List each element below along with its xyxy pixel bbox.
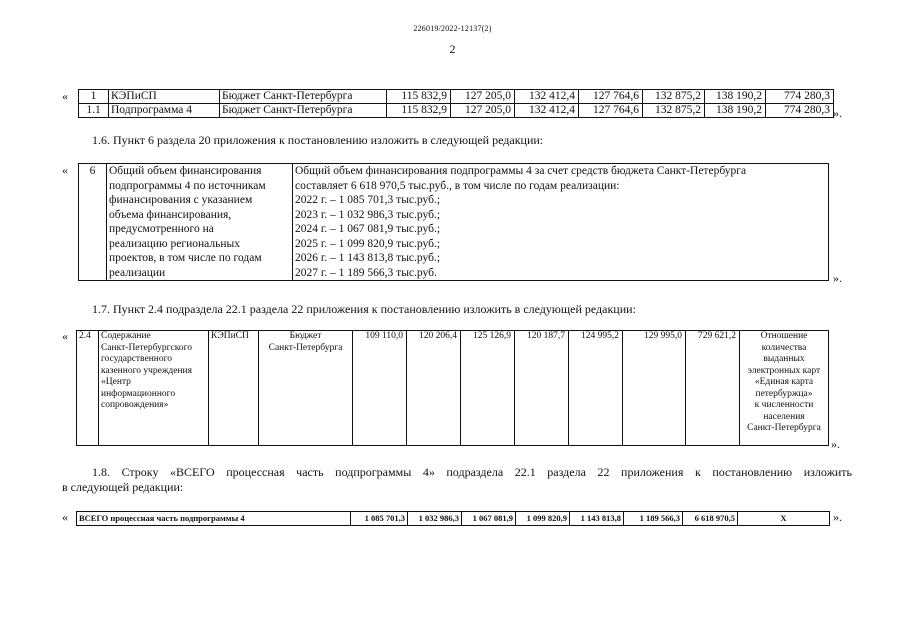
value-cell: 138 190,2 [705, 90, 766, 104]
paragraph-1-7: 1.7. Пункт 2.4 подраздела 22.1 раздела 22 приложения к постановлению изложить в следующей редакции: [92, 302, 636, 316]
table-row [79, 104, 834, 118]
quote-close-4: ». [833, 510, 842, 524]
value-cell: 120 187,7 [515, 331, 569, 446]
row-source: Бюджет Санкт-Петербурга [259, 331, 353, 446]
value-cell: 127 205,0 [451, 104, 515, 118]
row-number: 6 [79, 164, 107, 281]
table-financing-volume [78, 163, 829, 281]
table-total-process-part [76, 511, 830, 526]
row-number: 2.4 [77, 331, 99, 446]
table-row [79, 164, 829, 281]
value-cell: 129 995,0 [623, 331, 686, 446]
value-cell: 132 412,4 [515, 104, 579, 118]
quote-open-3: « [62, 329, 68, 343]
table-row [77, 512, 830, 526]
value-cell: 1 099 820,9 [516, 512, 570, 526]
indicator-cell: Х [738, 512, 830, 526]
total-cell: 6 618 970,5 [683, 512, 738, 526]
row-source: Бюджет Санкт-Петербурга [220, 104, 387, 118]
row-content: Содержание Санкт-Петербургского государственного казенного учреждения «Центр информационного сопровождения» [99, 331, 209, 446]
value-cell: 124 995,2 [569, 331, 623, 446]
row-label: Общий объем финансирования подпрограммы 4 по источникам финансирования с указанием объема финансирования, предусмотренного на реализацию региональных проектов, в том числе по годам реализации [107, 164, 293, 281]
quote-open-2: « [62, 163, 68, 177]
table-program-totals [78, 89, 834, 118]
total-cell: 774 280,3 [766, 90, 834, 104]
value-cell: 127 764,6 [579, 104, 643, 118]
document-number: 226019/2022-12137(2) [413, 24, 492, 33]
quote-close-3: ». [831, 437, 840, 451]
page-number: 2 [449, 42, 456, 56]
row-number: 1.1 [79, 104, 109, 118]
value-cell: 115 832,9 [387, 104, 451, 118]
paragraph-1-6: 1.6. Пункт 6 раздела 20 приложения к постановлению изложить в следующей редакции: [92, 133, 544, 147]
quote-open-1: « [62, 89, 68, 103]
row-code: Подпрограмма 4 [109, 104, 220, 118]
value-cell: 132 412,4 [515, 90, 579, 104]
value-cell: 127 764,6 [579, 90, 643, 104]
value-cell: 138 190,2 [705, 104, 766, 118]
table-row [77, 331, 829, 446]
quote-open-4: « [62, 510, 68, 524]
total-cell: 729 621,2 [686, 331, 740, 446]
row-code: КЭПиСП [209, 331, 259, 446]
row-content: Общий объем финансирования подпрограммы 4 за счет средств бюджета Санкт-Петербурга составляет 6 618 970,5 тыс.руб., в том числе по годам реализации: 2022 г. – 1 085 701,3 тыс.руб.; 2023 г. – 1 032 986,3 тыс.руб.; 2024 г. – 1 067 081,9 тыс.руб.; 2025 г. – 1 099 820,9 тыс.руб.; 2026 г. – 1 143 813,8 тыс.руб.; 2027 г. – 1 189 566,3 тыс.руб. [293, 164, 829, 281]
value-cell: 1 189 566,3 [624, 512, 683, 526]
row-indicator: Отношение количества выданных электронных карт «Единая карта петербуржца» к численности населения Санкт-Петербурга [740, 331, 829, 446]
value-cell: 125 126,9 [461, 331, 515, 446]
row-number: 1 [79, 90, 109, 104]
row-label: ВСЕГО процессная часть подпрограммы 4 [77, 512, 351, 526]
value-cell: 132 875,2 [643, 104, 705, 118]
value-cell: 1 067 081,9 [462, 512, 516, 526]
quote-close-1: ». [833, 106, 842, 120]
value-cell: 127 205,0 [451, 90, 515, 104]
value-cell: 109 110,0 [353, 331, 407, 446]
value-cell: 115 832,9 [387, 90, 451, 104]
value-cell: 120 206,4 [407, 331, 461, 446]
row-source: Бюджет Санкт-Петербурга [220, 90, 387, 104]
total-cell: 774 280,3 [766, 104, 834, 118]
table-row [79, 90, 834, 104]
row-code: КЭПиСП [109, 90, 220, 104]
paragraph-1-8-continued: в следующей редакции: [62, 480, 184, 494]
value-cell: 132 875,2 [643, 90, 705, 104]
value-cell: 1 085 701,3 [351, 512, 408, 526]
value-cell: 1 032 986,3 [408, 512, 462, 526]
value-cell: 1 143 813,8 [570, 512, 624, 526]
table-item-2-4 [76, 330, 829, 446]
paragraph-1-8: 1.8. Строку «ВСЕГО процессная часть подпрограммы 4» подраздела 22.1 раздела 22 приложения к постановлению изложить [92, 465, 852, 479]
quote-close-2: ». [833, 271, 842, 285]
